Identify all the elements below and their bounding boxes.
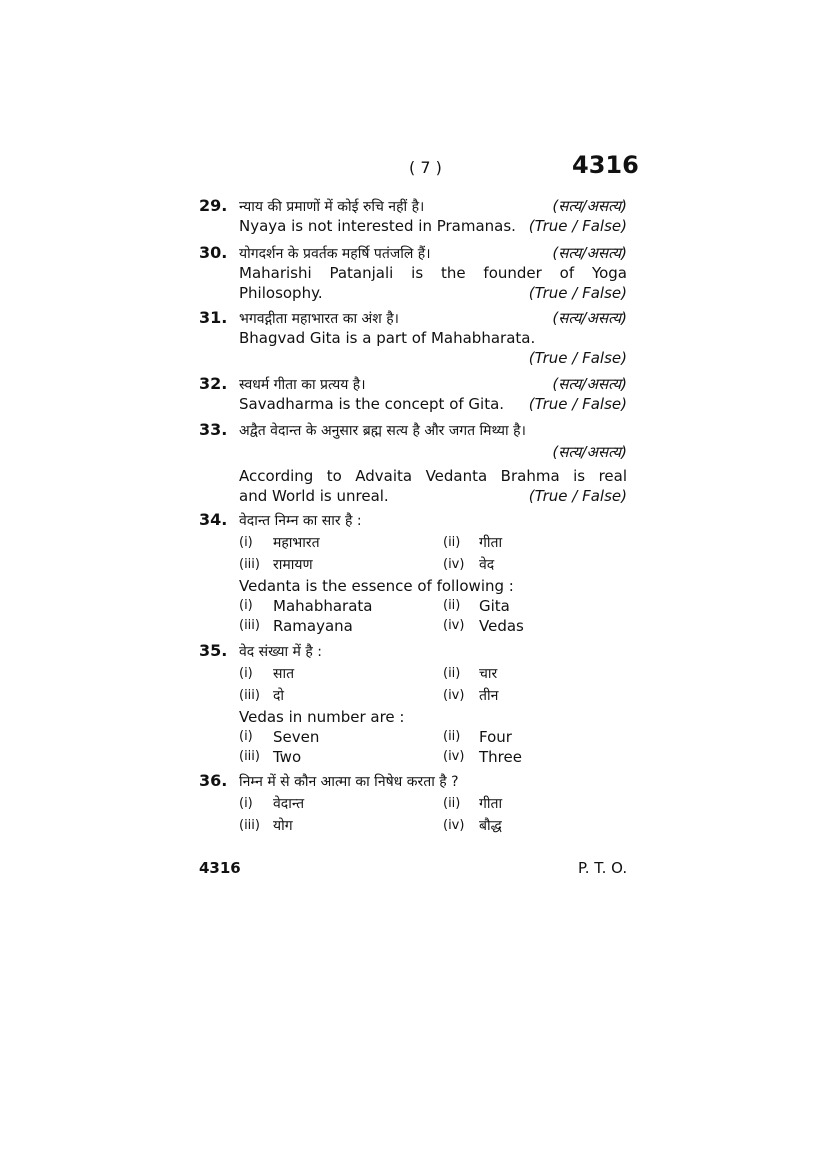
option-text: सात <box>273 666 295 682</box>
option-label: (iii) <box>239 557 260 572</box>
option-text: चार <box>479 666 498 682</box>
true-false-tag-hindi: (सत्य/असत्य) <box>552 443 627 461</box>
question-text-hindi: वेद संख्या में है : <box>239 644 322 660</box>
question-text-hindi: योगदर्शन के प्रवर्तक महर्षि पतंजलि हैं। <box>239 246 431 262</box>
question-number: 30. <box>199 243 228 262</box>
option-label: (iv) <box>443 818 465 833</box>
option-label: (iv) <box>443 688 465 703</box>
question-text-english: Savadharma is the concept of Gita. <box>239 395 505 413</box>
true-false-tag-hindi: (सत्य/असत्य) <box>552 309 627 327</box>
option-text: तीन <box>479 688 499 704</box>
option-label: (i) <box>239 535 253 550</box>
option-label: (iv) <box>443 557 465 572</box>
options-row-hindi <box>239 685 627 707</box>
question-number: 33. <box>199 420 228 439</box>
options-row-hindi <box>239 793 627 815</box>
option-label: (iii) <box>239 818 260 833</box>
option-text: Mahabharata <box>273 597 373 615</box>
question-number: 34. <box>199 510 228 529</box>
question-text-english-cont: and World is unreal. <box>239 487 389 505</box>
option-label: (i) <box>239 729 253 744</box>
option-label: (iii) <box>239 688 260 703</box>
option-text: वेद <box>479 557 495 573</box>
options-row-english <box>239 727 627 747</box>
question-number: 29. <box>199 196 228 215</box>
options-row-hindi <box>239 532 627 554</box>
question-text-hindi: भगवद्गीता महाभारत का अंश है। <box>239 311 399 327</box>
options-row-hindi <box>239 815 627 837</box>
question-text-hindi: न्याय की प्रमाणों में कोई रुचि नहीं है। <box>239 199 425 215</box>
option-label: (iii) <box>239 749 260 764</box>
options-row-hindi <box>239 554 627 576</box>
option-text: रामायण <box>273 557 313 573</box>
question-text-hindi: अद्वैत वेदान्त के अनुसार ब्रह्म सत्य है और जगत मिथ्या है। <box>239 423 526 439</box>
option-text: Vedas <box>479 617 524 635</box>
option-label: (iii) <box>239 618 260 633</box>
question-text-english: Vedanta is the essence of following : <box>239 577 514 595</box>
question-text-english: Maharishi Patanjali is the founder of Yoga <box>239 264 627 282</box>
question-text-english: Bhagvad Gita is a part of Mahabharata. <box>239 329 536 347</box>
option-text: Ramayana <box>273 617 353 635</box>
options-row-english <box>239 747 627 767</box>
page-number: ( 7 ) <box>409 158 442 177</box>
option-text: गीता <box>479 535 503 551</box>
option-text: Four <box>479 728 512 746</box>
option-text: वेदान्त <box>273 796 305 812</box>
option-label: (ii) <box>443 598 461 613</box>
true-false-tag: (True / False) <box>528 217 627 235</box>
question-number: 31. <box>199 308 228 327</box>
option-label: (ii) <box>443 666 461 681</box>
true-false-tag: (True / False) <box>528 487 627 505</box>
option-label: (ii) <box>443 796 461 811</box>
option-text: Seven <box>273 728 320 746</box>
paper-code-top: 4316 <box>572 151 639 179</box>
option-label: (i) <box>239 598 253 613</box>
question-text-hindi: स्वधर्म गीता का प्रत्यय है। <box>239 377 366 393</box>
option-label: (i) <box>239 796 253 811</box>
option-text: दो <box>273 688 285 704</box>
true-false-tag: (True / False) <box>528 395 627 413</box>
option-text: Three <box>479 748 522 766</box>
true-false-tag: (True / False) <box>528 349 627 367</box>
option-label: (i) <box>239 666 253 681</box>
option-label: (ii) <box>443 535 461 550</box>
question-text-english: Vedas in number are : <box>239 708 405 726</box>
options-row-hindi <box>239 663 627 685</box>
option-text: योग <box>273 818 293 834</box>
true-false-tag-hindi: (सत्य/असत्य) <box>552 244 627 262</box>
option-label: (ii) <box>443 729 461 744</box>
question-text-hindi: वेदान्त निम्न का सार है : <box>239 513 362 529</box>
option-text: गीता <box>479 796 503 812</box>
question-text-english-cont: Philosophy. <box>239 284 323 302</box>
question-number: 35. <box>199 641 228 660</box>
option-label: (iv) <box>443 618 465 633</box>
options-row-english <box>239 616 627 636</box>
please-turn-over: P. T. O. <box>578 859 628 877</box>
question-text-english: According to Advaita Vedanta Brahma is real <box>239 467 627 485</box>
true-false-tag-hindi: (सत्य/असत्य) <box>552 375 627 393</box>
options-row-english <box>239 596 627 616</box>
option-text: बौद्ध <box>479 818 502 834</box>
true-false-tag-hindi: (सत्य/असत्य) <box>552 197 627 215</box>
option-label: (iv) <box>443 749 465 764</box>
question-text-english: Nyaya is not interested in Pramanas. <box>239 217 516 235</box>
question-text-hindi: निम्न में से कौन आत्मा का निषेध करता है ? <box>239 774 459 790</box>
option-text: Two <box>273 748 302 766</box>
option-text: Gita <box>479 597 510 615</box>
footer-paper-code: 4316 <box>199 859 241 877</box>
option-text: महाभारत <box>273 535 320 551</box>
question-number: 32. <box>199 374 228 393</box>
question-number: 36. <box>199 771 228 790</box>
true-false-tag: (True / False) <box>528 284 627 302</box>
